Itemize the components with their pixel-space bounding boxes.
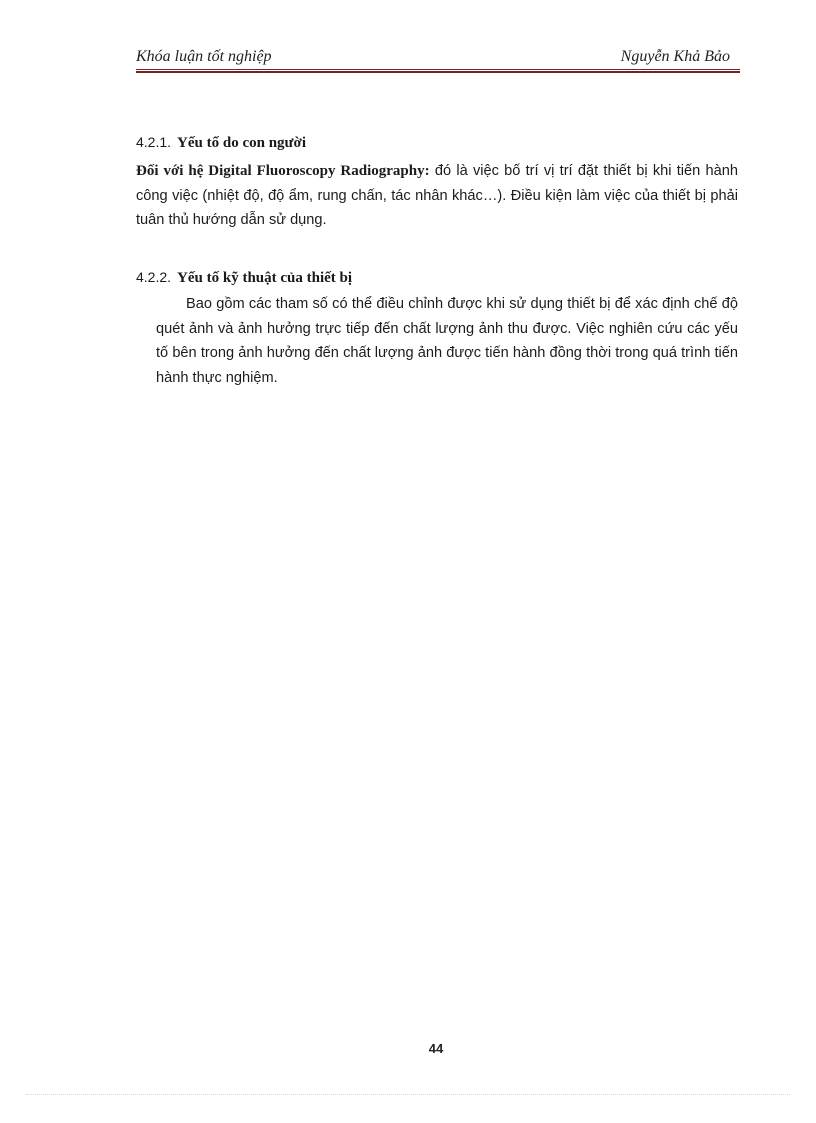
section-title: Yếu tố do con người [177, 135, 307, 151]
header-author-name: Nguyễn Khả Bảo [620, 48, 730, 65]
section-paragraph [136, 159, 738, 233]
section-number: 4.2.1. [136, 134, 172, 150]
page-header [136, 47, 740, 69]
section-title: Yếu tố kỹ thuật của thiết bị [177, 270, 353, 286]
page-number: 44 [428, 1041, 444, 1056]
paragraph-lead: Đối với hệ Digital Fluoroscopy Radiography: [136, 163, 430, 179]
header-thesis-label: Khóa luận tốt nghiệp [136, 48, 272, 65]
page-bottom-dotted-line [26, 1094, 790, 1095]
section-body [156, 292, 738, 390]
section-4-2-2 [136, 267, 738, 390]
header-divider [136, 69, 740, 73]
section-heading [136, 267, 738, 288]
section-number: 4.2.2. [136, 269, 172, 285]
section-4-2-1 [136, 132, 738, 233]
paragraph-body: đó là việc bố trí vị trí đặt thiết bị khi tiến hành công việc (nhiệt độ, độ ẩm, rung chấn, tác nhân khác…). Điều kiện làm việc của thiết bị phải tuân thủ hướng dẫn sử dụng. [136, 163, 738, 228]
section-paragraph: Bao gồm các tham số có thể điều chỉnh được khi sử dụng thiết bị để xác định chế độ quét ảnh và ảnh hưởng trực tiếp đến chất lượng ảnh thu được. Việc nghiên cứu các yếu tố bên trong ảnh hưởng đến chất lượng ảnh được tiến hành đồng thời trong quá trình tiến hành thực nghiệm. [156, 296, 738, 386]
section-heading [136, 132, 738, 153]
